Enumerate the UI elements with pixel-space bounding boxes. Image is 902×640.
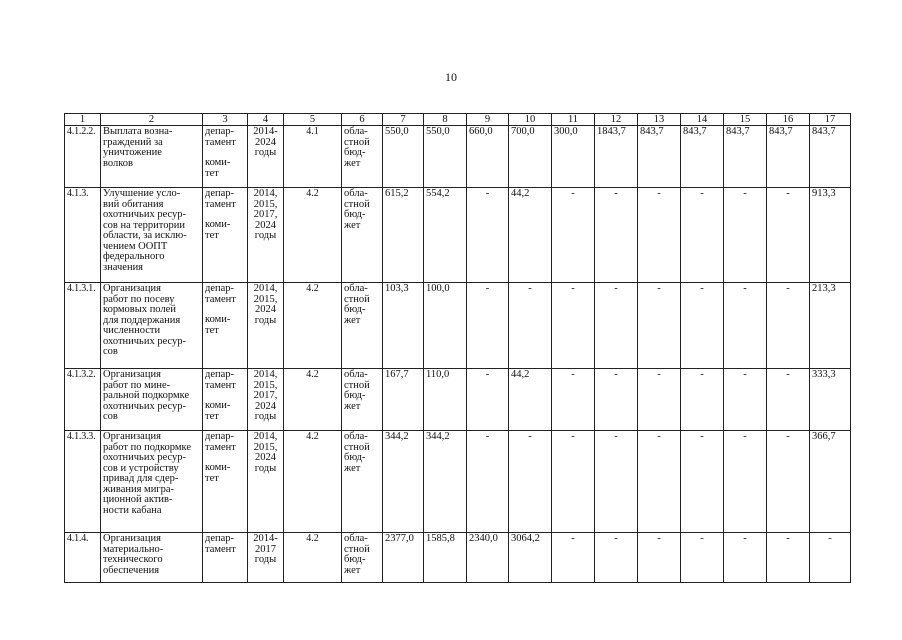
row-value-col-10: 700,0 xyxy=(509,126,552,188)
row-value-col-10: - xyxy=(509,431,552,533)
row-executor xyxy=(203,533,248,583)
column-header-13: 13 xyxy=(638,114,681,126)
row-value-col-11: 300,0 xyxy=(552,126,595,188)
executor-committee: коми- тет xyxy=(205,462,231,484)
row-indicator-code: 4.2 xyxy=(284,369,342,431)
column-header-4: 4 xyxy=(248,114,284,126)
column-header-6: 6 xyxy=(342,114,383,126)
row-executor xyxy=(203,126,248,188)
row-value-col-11: - xyxy=(552,283,595,369)
table-row xyxy=(65,533,851,583)
row-value-col-13: - xyxy=(638,369,681,431)
column-header-5: 5 xyxy=(284,114,342,126)
row-indicator-code: 4.2 xyxy=(284,283,342,369)
executor-department: депар- тамент xyxy=(205,369,236,391)
row-id: 4.1.4. xyxy=(65,533,101,583)
row-executor xyxy=(203,369,248,431)
row-years: 2014, 2015, 2024 годы xyxy=(248,283,284,369)
row-indicator-code: 4.2 xyxy=(284,533,342,583)
row-id: 4.1.2.2. xyxy=(65,126,101,188)
row-value-col-16: - xyxy=(767,188,810,283)
row-funding-source: обла- стной бюд- жет xyxy=(342,283,383,369)
row-years: 2014, 2015, 2017, 2024 годы xyxy=(248,188,284,283)
executor-committee: коми- тет xyxy=(205,314,231,336)
row-value-col-11: - xyxy=(552,533,595,583)
row-value-col-12: - xyxy=(595,533,638,583)
row-value-col-8: 554,2 xyxy=(424,188,467,283)
row-id: 4.1.3.1. xyxy=(65,283,101,369)
row-indicator-code: 4.1 xyxy=(284,126,342,188)
table-row xyxy=(65,126,851,188)
row-value-col-16: - xyxy=(767,431,810,533)
row-value-col-14: - xyxy=(681,533,724,583)
row-value-col-10: 3064,2 xyxy=(509,533,552,583)
row-value-col-15: 843,7 xyxy=(724,126,767,188)
row-value-col-7: 2377,0 xyxy=(383,533,424,583)
column-header-2: 2 xyxy=(101,114,203,126)
row-name: Организация работ по подкормке охотничьих ресур- сов и устройству привад для сдер- живания мигра- ционной актив- ности кабана xyxy=(101,431,203,533)
table-body xyxy=(65,126,851,583)
row-name: Организация работ по мине- ральной подкормке охотничьих ресур- сов xyxy=(101,369,203,431)
row-value-col-15: - xyxy=(724,431,767,533)
row-id: 4.1.3.2. xyxy=(65,369,101,431)
column-header-16: 16 xyxy=(767,114,810,126)
row-value-col-12: 1843,7 xyxy=(595,126,638,188)
row-value-col-8: 110,0 xyxy=(424,369,467,431)
column-header-7: 7 xyxy=(383,114,424,126)
row-id: 4.1.3.3. xyxy=(65,431,101,533)
column-header-1: 1 xyxy=(65,114,101,126)
executor-department: депар- тамент xyxy=(205,431,236,453)
row-value-col-17: 843,7 xyxy=(810,126,851,188)
row-value-col-9: - xyxy=(467,431,509,533)
executor-department: депар- тамент xyxy=(205,533,236,555)
row-executor xyxy=(203,188,248,283)
executor-department: депар- тамент xyxy=(205,283,236,305)
column-header-17: 17 xyxy=(810,114,851,126)
row-value-col-17: 913,3 xyxy=(810,188,851,283)
row-name: Организация материально- технического обеспечения xyxy=(101,533,203,583)
table-header xyxy=(65,114,851,126)
row-value-col-15: - xyxy=(724,369,767,431)
column-header-10: 10 xyxy=(509,114,552,126)
column-header-3: 3 xyxy=(203,114,248,126)
table-row xyxy=(65,188,851,283)
row-value-col-15: - xyxy=(724,283,767,369)
row-value-col-13: 843,7 xyxy=(638,126,681,188)
executor-department: депар- тамент xyxy=(205,126,236,148)
row-value-col-9: - xyxy=(467,369,509,431)
row-value-col-17: - xyxy=(810,533,851,583)
row-indicator-code: 4.2 xyxy=(284,431,342,533)
row-value-col-9: 2340,0 xyxy=(467,533,509,583)
row-value-col-12: - xyxy=(595,369,638,431)
row-name: Выплата возна- граждений за уничтожение волков xyxy=(101,126,203,188)
row-funding-source: обла- стной бюд- жет xyxy=(342,126,383,188)
row-value-col-11: - xyxy=(552,188,595,283)
page-number: 10 xyxy=(445,70,457,84)
row-value-col-14: - xyxy=(681,431,724,533)
table-row xyxy=(65,369,851,431)
row-value-col-13: - xyxy=(638,431,681,533)
row-value-col-7: 103,3 xyxy=(383,283,424,369)
row-value-col-14: - xyxy=(681,369,724,431)
header-row xyxy=(65,114,851,126)
row-value-col-17: 213,3 xyxy=(810,283,851,369)
row-funding-source: обла- стной бюд- жет xyxy=(342,188,383,283)
row-value-col-11: - xyxy=(552,369,595,431)
table-row xyxy=(65,283,851,369)
row-id: 4.1.3. xyxy=(65,188,101,283)
executor-committee: коми- тет xyxy=(205,219,231,241)
row-years: 2014, 2015, 2017, 2024 годы xyxy=(248,369,284,431)
row-value-col-7: 344,2 xyxy=(383,431,424,533)
row-years: 2014, 2015, 2024 годы xyxy=(248,431,284,533)
row-value-col-14: - xyxy=(681,188,724,283)
row-value-col-14: - xyxy=(681,283,724,369)
row-executor xyxy=(203,431,248,533)
row-name: Улучшение усло- вий обитания охотничьих ресур- сов на территории области, за исклю- чением ООПТ федерального значения xyxy=(101,188,203,283)
executor-committee: коми- тет xyxy=(205,400,231,422)
column-header-9: 9 xyxy=(467,114,509,126)
column-header-14: 14 xyxy=(681,114,724,126)
row-value-col-8: 550,0 xyxy=(424,126,467,188)
column-header-8: 8 xyxy=(424,114,467,126)
row-value-col-9: - xyxy=(467,188,509,283)
row-value-col-9: - xyxy=(467,283,509,369)
column-header-15: 15 xyxy=(724,114,767,126)
executor-department: депар- тамент xyxy=(205,188,236,210)
row-value-col-10: - xyxy=(509,283,552,369)
row-value-col-17: 366,7 xyxy=(810,431,851,533)
budget-table xyxy=(64,113,851,583)
executor-committee: коми- тет xyxy=(205,157,231,179)
row-value-col-13: - xyxy=(638,533,681,583)
row-value-col-15: - xyxy=(724,188,767,283)
row-value-col-17: 333,3 xyxy=(810,369,851,431)
row-indicator-code: 4.2 xyxy=(284,188,342,283)
row-value-col-9: 660,0 xyxy=(467,126,509,188)
row-value-col-8: 344,2 xyxy=(424,431,467,533)
row-value-col-13: - xyxy=(638,283,681,369)
row-value-col-16: 843,7 xyxy=(767,126,810,188)
row-years: 2014- 2024 годы xyxy=(248,126,284,188)
row-value-col-8: 1585,8 xyxy=(424,533,467,583)
row-value-col-12: - xyxy=(595,188,638,283)
row-value-col-13: - xyxy=(638,188,681,283)
row-value-col-16: - xyxy=(767,283,810,369)
row-value-col-10: 44,2 xyxy=(509,188,552,283)
row-value-col-7: 550,0 xyxy=(383,126,424,188)
column-header-11: 11 xyxy=(552,114,595,126)
table-row xyxy=(65,431,851,533)
row-value-col-11: - xyxy=(552,431,595,533)
row-value-col-16: - xyxy=(767,533,810,583)
column-header-12: 12 xyxy=(595,114,638,126)
row-funding-source: обла- стной бюд- жет xyxy=(342,369,383,431)
row-value-col-15: - xyxy=(724,533,767,583)
row-funding-source: обла- стной бюд- жет xyxy=(342,431,383,533)
row-value-col-8: 100,0 xyxy=(424,283,467,369)
row-value-col-16: - xyxy=(767,369,810,431)
row-funding-source: обла- стной бюд- жет xyxy=(342,533,383,583)
row-value-col-7: 167,7 xyxy=(383,369,424,431)
row-value-col-10: 44,2 xyxy=(509,369,552,431)
row-years: 2014- 2017 годы xyxy=(248,533,284,583)
row-value-col-12: - xyxy=(595,431,638,533)
row-value-col-12: - xyxy=(595,283,638,369)
row-value-col-7: 615,2 xyxy=(383,188,424,283)
row-executor xyxy=(203,283,248,369)
row-value-col-14: 843,7 xyxy=(681,126,724,188)
row-name: Организация работ по посеву кормовых полей для поддержания численности охотничьих ресур- сов xyxy=(101,283,203,369)
